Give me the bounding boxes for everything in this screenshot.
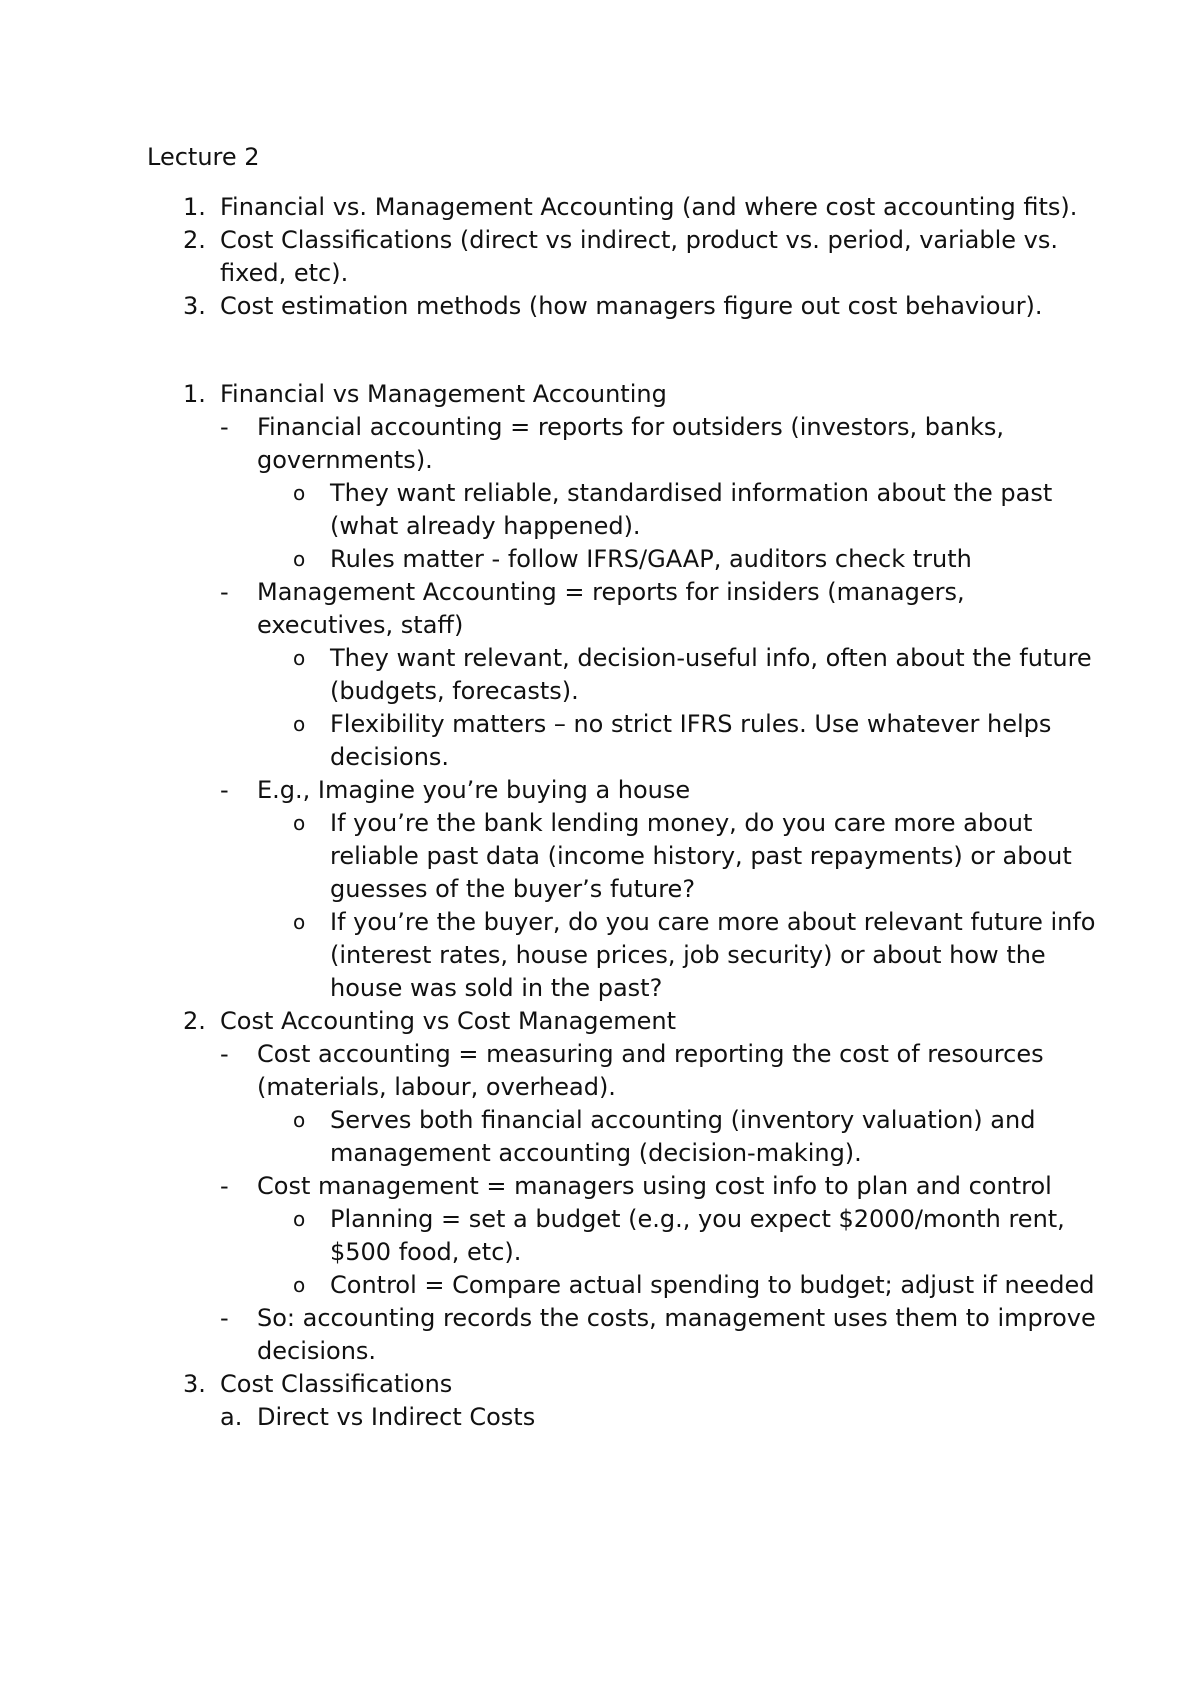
circle-marker: o bbox=[293, 646, 306, 670]
dash-marker: - bbox=[220, 578, 229, 606]
sub-bullet-text: They want reliable, standardised information about the past (what already happened). bbox=[330, 479, 1053, 540]
sub-bullet-item bbox=[147, 642, 1097, 708]
list-marker: 1. bbox=[183, 193, 206, 221]
dash-marker: - bbox=[220, 776, 229, 804]
sub-bullet-text: If you’re the bank lending money, do you care more about reliable past data (income history, past repayments) or about guesses of the buyer’s future? bbox=[330, 809, 1072, 903]
sub-bullet-text: Serves both financial accounting (inventory valuation) and management accounting (decision-making). bbox=[330, 1106, 1036, 1167]
section-heading bbox=[147, 1368, 1097, 1401]
bullet-text: Management Accounting = reports for insiders (managers, executives, staff) bbox=[257, 578, 965, 639]
section-heading-text: Cost Accounting vs Cost Management bbox=[220, 1007, 677, 1035]
lettered-item-text: Direct vs Indirect Costs bbox=[257, 1403, 536, 1431]
notes-list bbox=[147, 378, 1097, 1434]
dash-marker: - bbox=[220, 1172, 229, 1200]
bullet-item bbox=[147, 411, 1097, 477]
overview-item bbox=[147, 290, 1097, 323]
bullet-item bbox=[147, 774, 1097, 807]
circle-marker: o bbox=[293, 1207, 306, 1231]
dash-marker: - bbox=[220, 1040, 229, 1068]
sub-bullet-text: Planning = set a budget (e.g., you expect $2000/month rent, $500 food, etc). bbox=[330, 1205, 1065, 1266]
sub-bullet-item bbox=[147, 1269, 1097, 1302]
circle-marker: o bbox=[293, 910, 306, 934]
bullet-item bbox=[147, 1170, 1097, 1203]
list-item-text: Cost Classifications (direct vs indirect, product vs. period, variable vs. fixed, etc). bbox=[220, 226, 1059, 287]
list-marker: 2. bbox=[183, 226, 206, 254]
sub-bullet-item bbox=[147, 1104, 1097, 1170]
section-heading bbox=[147, 378, 1097, 411]
list-marker: 2. bbox=[183, 1007, 206, 1035]
circle-marker: o bbox=[293, 547, 306, 571]
overview-item bbox=[147, 224, 1097, 290]
dash-marker: - bbox=[220, 1304, 229, 1332]
page-title: Lecture 2 bbox=[147, 143, 260, 171]
section-heading-text: Financial vs Management Accounting bbox=[220, 380, 667, 408]
sub-bullet-item bbox=[147, 906, 1097, 1005]
letter-marker: a. bbox=[220, 1403, 243, 1431]
list-marker: 3. bbox=[183, 1370, 206, 1398]
list-item-text: Financial vs. Management Accounting (and where cost accounting fits). bbox=[220, 193, 1078, 221]
list-item-text: Cost estimation methods (how managers figure out cost behaviour). bbox=[220, 292, 1043, 320]
circle-marker: o bbox=[293, 481, 306, 505]
spacer bbox=[147, 323, 1097, 378]
list-marker: 1. bbox=[183, 380, 206, 408]
overview-list bbox=[147, 191, 1097, 323]
sub-bullet-text: If you’re the buyer, do you care more about relevant future info (interest rates, house prices, job security) or about how the house was sold in the past? bbox=[330, 908, 1096, 1002]
sub-bullet-item bbox=[147, 807, 1097, 906]
bullet-text: E.g., Imagine you’re buying a house bbox=[257, 776, 691, 804]
lettered-item bbox=[147, 1401, 1097, 1434]
circle-marker: o bbox=[293, 712, 306, 736]
circle-marker: o bbox=[293, 1108, 306, 1132]
sub-bullet-text: Rules matter - follow IFRS/GAAP, auditors check truth bbox=[330, 545, 972, 573]
bullet-item bbox=[147, 576, 1097, 642]
sub-bullet-item bbox=[147, 1203, 1097, 1269]
bullet-text: Financial accounting = reports for outsiders (investors, banks, governments). bbox=[257, 413, 1004, 474]
sub-bullet-text: They want relevant, decision-useful info, often about the future (budgets, forecasts). bbox=[330, 644, 1092, 705]
circle-marker: o bbox=[293, 1273, 306, 1297]
sub-bullet-text: Control = Compare actual spending to budget; adjust if needed bbox=[330, 1271, 1095, 1299]
bullet-text: Cost accounting = measuring and reporting the cost of resources (materials, labour, overhead). bbox=[257, 1040, 1044, 1101]
list-marker: 3. bbox=[183, 292, 206, 320]
section-heading bbox=[147, 1005, 1097, 1038]
dash-marker: - bbox=[220, 413, 229, 441]
section-heading-text: Cost Classifications bbox=[220, 1370, 453, 1398]
circle-marker: o bbox=[293, 811, 306, 835]
bullet-text: Cost management = managers using cost info to plan and control bbox=[257, 1172, 1052, 1200]
bullet-item bbox=[147, 1302, 1097, 1368]
sub-bullet-item bbox=[147, 477, 1097, 543]
sub-bullet-text: Flexibility matters – no strict IFRS rules. Use whatever helps decisions. bbox=[330, 710, 1052, 771]
sub-bullet-item bbox=[147, 543, 1097, 576]
bullet-item bbox=[147, 1038, 1097, 1104]
sub-bullet-item bbox=[147, 708, 1097, 774]
document-content bbox=[147, 141, 1097, 1434]
bullet-text: So: accounting records the costs, management uses them to improve decisions. bbox=[257, 1304, 1096, 1365]
overview-item bbox=[147, 191, 1097, 224]
